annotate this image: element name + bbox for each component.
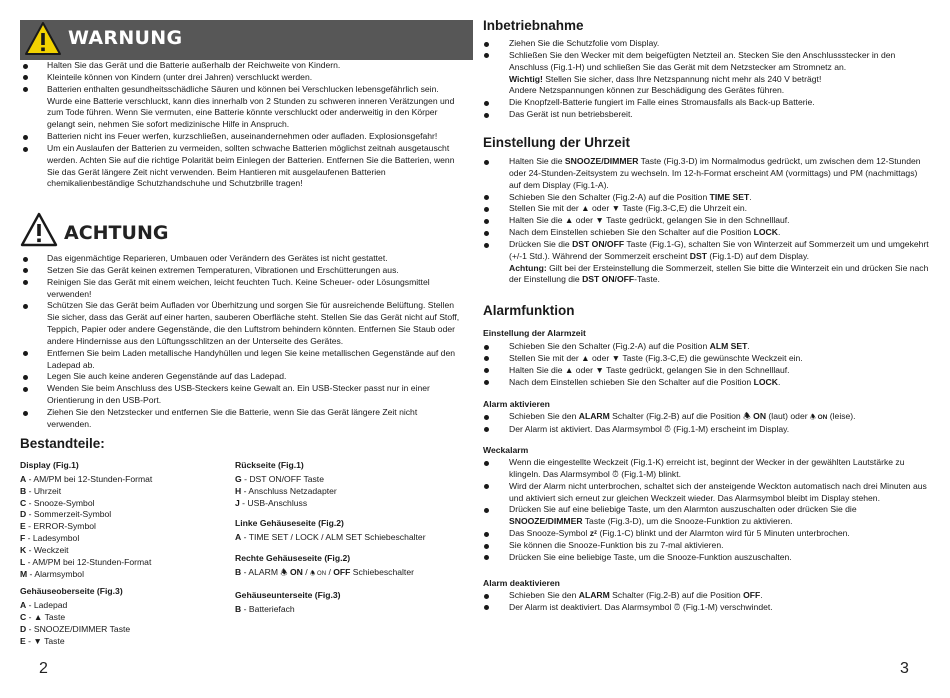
part-item: B - Uhrzeit bbox=[20, 485, 62, 496]
list-item: Drücken Sie die DST ON/OFF Taste (Fig.1-G), schalten Sie von Winterzeit auf Sommerzeit um und umgekehrt (+/-1 Std.). Während der Sommerzeit erscheint DST (Fig.1-D) auf dem Display. Achtung: Gilt bei der Ersteinstellung die Sommerzeit, stellen Sie bitte die Winterzeit ein und drücken Sie nach der Einstellung die DST ON/OFF-Taste. bbox=[481, 239, 929, 286]
display-heading: Display (Fig.1) bbox=[20, 460, 79, 470]
bell-quiet-icon: 🕭︎ bbox=[810, 414, 818, 421]
list-item: Ziehen Sie die Schutzfolie vom Display. bbox=[481, 38, 929, 50]
alarmfunktion-title: Alarmfunktion bbox=[483, 303, 575, 318]
oberseite-heading: Gehäuseoberseite (Fig.3) bbox=[20, 586, 123, 597]
page-number-right: 3 bbox=[900, 660, 909, 677]
weckalarm-heading: Weckalarm bbox=[483, 445, 529, 455]
list-item: Schützen Sie das Gerät beim Aufladen vor Überhitzung und sorgen Sie für ausreichende Belüftung. Stellen Sie sicher, dass das Gerät auf einer harten, sauberen Oberfläche steht. Stellen Sie das Gerät nicht auf Stoff, Teppich, Papier oder andere Gegenstände, die den Luftstrom behindern könnten. Entfernen Sie Staub oder andere Hindernisse aus den Lüftungsschlitzen an der Unterseite des Gerätes. bbox=[20, 300, 460, 347]
list-item: Schieben Sie den Schalter (Fig.2-A) auf die Position ALM SET. bbox=[481, 341, 929, 353]
inbetriebnahme-list bbox=[481, 38, 929, 121]
bell-quiet-icon: 🕭︎ ON bbox=[310, 570, 327, 577]
list-item: Batterien nicht ins Feuer werfen, kurzschließen, auseinandernehmen oder aufladen. Explosionsgefahr! bbox=[20, 131, 460, 143]
bell-loud-icon: 🕭︎ bbox=[280, 567, 288, 577]
bell-loud-icon: 🕭︎ bbox=[743, 411, 751, 421]
list-item: Halten Sie die SNOOZE/DIMMER Taste (Fig.3-D) im Normalmodus gedrückt, um zwischen dem 12-Stunden oder 24-Stunden-Zeitsystem zu wechseln. Im 12-h-Format erscheint AM (vormittags) und PM (nachmittags) auf dem Display (Fig.1-A). bbox=[481, 156, 929, 192]
part-item: A - Ladepad bbox=[20, 600, 68, 611]
list-item: Halten Sie das Gerät und die Batterie außerhalb der Reichweite von Kindern. bbox=[20, 60, 460, 72]
uhrzeit-list bbox=[481, 156, 929, 286]
warnung-title: WARNUNG bbox=[68, 27, 183, 49]
part-item: E - ▼ Taste bbox=[20, 635, 65, 646]
unterseite-heading: Gehäuseunterseite (Fig.3) bbox=[235, 589, 341, 600]
list-item: Reinigen Sie das Gerät mit einem weichen, leicht feuchten Tuch. Keine Scheuer- oder Lösungsmittel verwenden! bbox=[20, 277, 460, 301]
list-item: Das eigenmächtige Reparieren, Umbauen oder Verändern des Gerätes ist nicht gestattet. bbox=[20, 253, 460, 265]
list-item: Drücken Sie eine beliebige Taste, um die Snooze-Funktion auszuschalten. bbox=[481, 552, 929, 564]
achtung-header bbox=[20, 212, 320, 252]
aktivieren-list bbox=[481, 411, 929, 436]
part-item: G - DST ON/OFF Taste bbox=[235, 473, 324, 484]
uhrzeit-title: Einstellung der Uhrzeit bbox=[483, 135, 631, 150]
part-item: F - Ladesymbol bbox=[20, 533, 80, 544]
part-item: C - ▲ Taste bbox=[20, 612, 66, 623]
list-item: Schieben Sie den Schalter (Fig.2-A) auf die Position TIME SET. bbox=[481, 192, 929, 204]
weckalarm-list bbox=[481, 457, 929, 564]
alarmzeit-list bbox=[481, 341, 929, 388]
part-item: M - Alarmsymbol bbox=[20, 568, 84, 579]
list-item: Setzen Sie das Gerät keinen extremen Temperaturen, Vibrationen und Erschütterungen aus. bbox=[20, 265, 460, 277]
aktivieren-heading: Alarm aktivieren bbox=[483, 399, 550, 409]
list-item: Stellen Sie mit der ▲ oder ▼ Taste (Fig.3-C,E) die gewünschte Weckzeit ein. bbox=[481, 353, 929, 365]
bestandteile-title: Bestandteile: bbox=[20, 436, 105, 451]
deaktivieren-list bbox=[481, 590, 929, 614]
part-item: A - AM/PM bei 12-Stunden-Format bbox=[20, 473, 153, 484]
list-item: Schließen Sie den Wecker mit dem beigefügten Netzteil an. Stecken Sie den Anschlussstecker in den Anschluss (Fig.1-H) und schließen Sie das Gerät mit dem Netzstecker am Stromnetz an. Wichtig! Stellen Sie sicher, dass Ihre Netzspannung nicht mehr als 240 V beträgt! Andere Netzspannungen können zur Beschädigung des Gerätes führen. bbox=[481, 50, 929, 97]
list-item: Das Gerät ist nun betriebsbereit. bbox=[481, 109, 929, 121]
list-item: Schieben Sie den ALARM Schalter (Fig.2-B) auf die Position 🕭︎ ON (laut) oder 🕭︎ ON (leise). bbox=[481, 411, 929, 424]
snooze-icon: zᶻ bbox=[589, 528, 598, 539]
alarm-clock-icon: ⏰︎ bbox=[664, 423, 671, 434]
list-item: Der Alarm ist aktiviert. Das Alarmsymbol ⏰︎ (Fig.1-M) erscheint im Display. bbox=[481, 424, 929, 436]
list-item: Das Snooze-Symbol zᶻ (Fig.1-C) blinkt und der Alarmton wird für 5 Minuten unterbrochen. bbox=[481, 528, 929, 540]
right-page bbox=[481, 0, 929, 698]
part-item: J - USB-Anschluss bbox=[235, 497, 308, 508]
warning-triangle-icon bbox=[24, 21, 62, 57]
parts-column-1 bbox=[20, 460, 220, 648]
part-item: B - Batteriefach bbox=[235, 603, 295, 614]
part-item: B - ALARM 🕭︎ ON / 🕭︎ ON / OFF Schiebeschalter bbox=[235, 566, 414, 577]
list-item: Sie können die Snooze-Funktion bis zu 7-mal aktivieren. bbox=[481, 540, 929, 552]
warnung-banner bbox=[20, 20, 473, 60]
part-item: A - TIME SET / LOCK / ALM SET Schiebeschalter bbox=[235, 532, 426, 543]
part-item: E - ERROR-Symbol bbox=[20, 521, 96, 532]
part-item: K - Weckzeit bbox=[20, 544, 69, 555]
left-page bbox=[20, 0, 460, 698]
rueckseite-heading: Rückseite (Fig.1) bbox=[235, 460, 304, 470]
list-item: Ziehen Sie den Netzstecker und entfernen Sie die Batterie, wenn Sie das Gerät längere Zeit nicht verwenden. bbox=[20, 407, 460, 431]
alarm-clock-icon: ⏰︎ bbox=[673, 601, 681, 612]
inbetriebnahme-title: Inbetriebnahme bbox=[483, 18, 584, 33]
list-item: Kleinteile können von Kindern (unter drei Jahren) verschluckt werden. bbox=[20, 72, 460, 84]
rechte-heading: Rechte Gehäuseseite (Fig.2) bbox=[235, 553, 351, 564]
list-item: Legen Sie auch keine anderen Gegenstände auf das Ladepad. bbox=[20, 371, 460, 383]
achtung-title: ACHTUNG bbox=[64, 222, 169, 244]
list-item: Nach dem Einstellen schieben Sie den Schalter auf die Position LOCK. bbox=[481, 227, 929, 239]
list-item: Entfernen Sie beim Laden metallische Handyhüllen und legen Sie keine metallischen Gegenstände auf den Ladepad ab. bbox=[20, 348, 460, 372]
alarmzeit-heading: Einstellung der Alarmzeit bbox=[483, 328, 586, 338]
linke-heading: Linke Gehäuseseite (Fig.2) bbox=[235, 518, 344, 529]
part-item: D - SNOOZE/DIMMER Taste bbox=[20, 623, 131, 634]
alarm-clock-icon: ⏰︎ bbox=[612, 468, 619, 479]
parts-column-2 bbox=[235, 460, 460, 615]
list-item: Wird der Alarm nicht unterbrochen, schaltet sich der ansteigende Weckton automatisch nach drei Minuten aus und aktiviert sich erneut zur gleichen Weckzeit wieder. Das Alarmsymbol bleibt im Display stehen. bbox=[481, 481, 929, 505]
part-item: L - AM/PM bei 12-Stunden-Format bbox=[20, 556, 152, 567]
list-item: Der Alarm ist deaktiviert. Das Alarmsymbol ⏰︎ (Fig.1-M) verschwindet. bbox=[481, 602, 929, 614]
caution-triangle-icon bbox=[20, 212, 58, 248]
achtung-list bbox=[20, 253, 460, 431]
list-item: Die Knopfzell-Batterie fungiert im Falle eines Stromausfalls als Back-up Batterie. bbox=[481, 97, 929, 109]
part-item: D - Sommerzeit-Symbol bbox=[20, 509, 112, 520]
deaktivieren-heading: Alarm deaktivieren bbox=[483, 578, 560, 588]
list-item: Schieben Sie den ALARM Schalter (Fig.2-B) auf die Position OFF. bbox=[481, 590, 929, 602]
list-item: Halten Sie die ▲ oder ▼ Taste gedrückt, gelangen Sie in den Schnelllauf. bbox=[481, 365, 929, 377]
part-item: C - Snooze-Symbol bbox=[20, 497, 95, 508]
list-item: Nach dem Einstellen schieben Sie den Schalter auf die Position LOCK. bbox=[481, 377, 929, 389]
list-item: Wenn die eingestellte Weckzeit (Fig.1-K) erreicht ist, beginnt der Wecker in der gewählten Lautstärke zu klingeln. Das Alarmsymbol ⏰︎ (Fig.1-M) blinkt. bbox=[481, 457, 929, 481]
list-item: Batterien enthalten gesundheitsschädliche Säuren und können bei Verschlucken lebensgefährlich sein. Wurde eine Batterie verschluckt, kann dies innerhalb von 2 Stunden zu schweren inneren Verätzungen und zum Tode führen. Wenn Sie vermuten, eine Batterie könnte verschluckt oder anderweitig in den Körper gelangt sein, nehmen Sie sofort medizinische Hilfe in Anspruch. bbox=[20, 84, 460, 131]
list-item: Stellen Sie mit der ▲ oder ▼ Taste (Fig.3-C,E) die Uhrzeit ein. bbox=[481, 203, 929, 215]
part-item: H - Anschluss Netzadapter bbox=[235, 485, 337, 496]
list-item: Um ein Auslaufen der Batterien zu vermeiden, sollten schwache Batterien möglichst zeitnah ausgetauscht werden. Achten Sie auf die richtige Polarität beim Einlegen der Batterien. Entfernen Sie die Batterien, wenn Sie das Gerät längere Zeit nicht verwenden. Beim Hantieren mit ausgelaufenen Batterien chemikalienbeständige Schutzhandschuhe und Schutzbrille tragen! bbox=[20, 143, 460, 190]
warnung-list bbox=[20, 60, 460, 190]
list-item: Halten Sie die ▲ oder ▼ Taste gedrückt, gelangen Sie in den Schnelllauf. bbox=[481, 215, 929, 227]
list-item: Wenden Sie beim Anschluss des USB-Steckers keine Gewalt an. Ein USB-Stecker passt nur in einer Orientierung in den USB-Port. bbox=[20, 383, 460, 407]
page-number-left: 2 bbox=[39, 660, 48, 677]
list-item: Drücken Sie auf eine beliebige Taste, um den Alarmton auszuschalten oder drücken Sie die SNOOZE/DIMMER Taste (Fig.3-D), um die Snooze-Funktion zu aktivieren. bbox=[481, 504, 929, 528]
